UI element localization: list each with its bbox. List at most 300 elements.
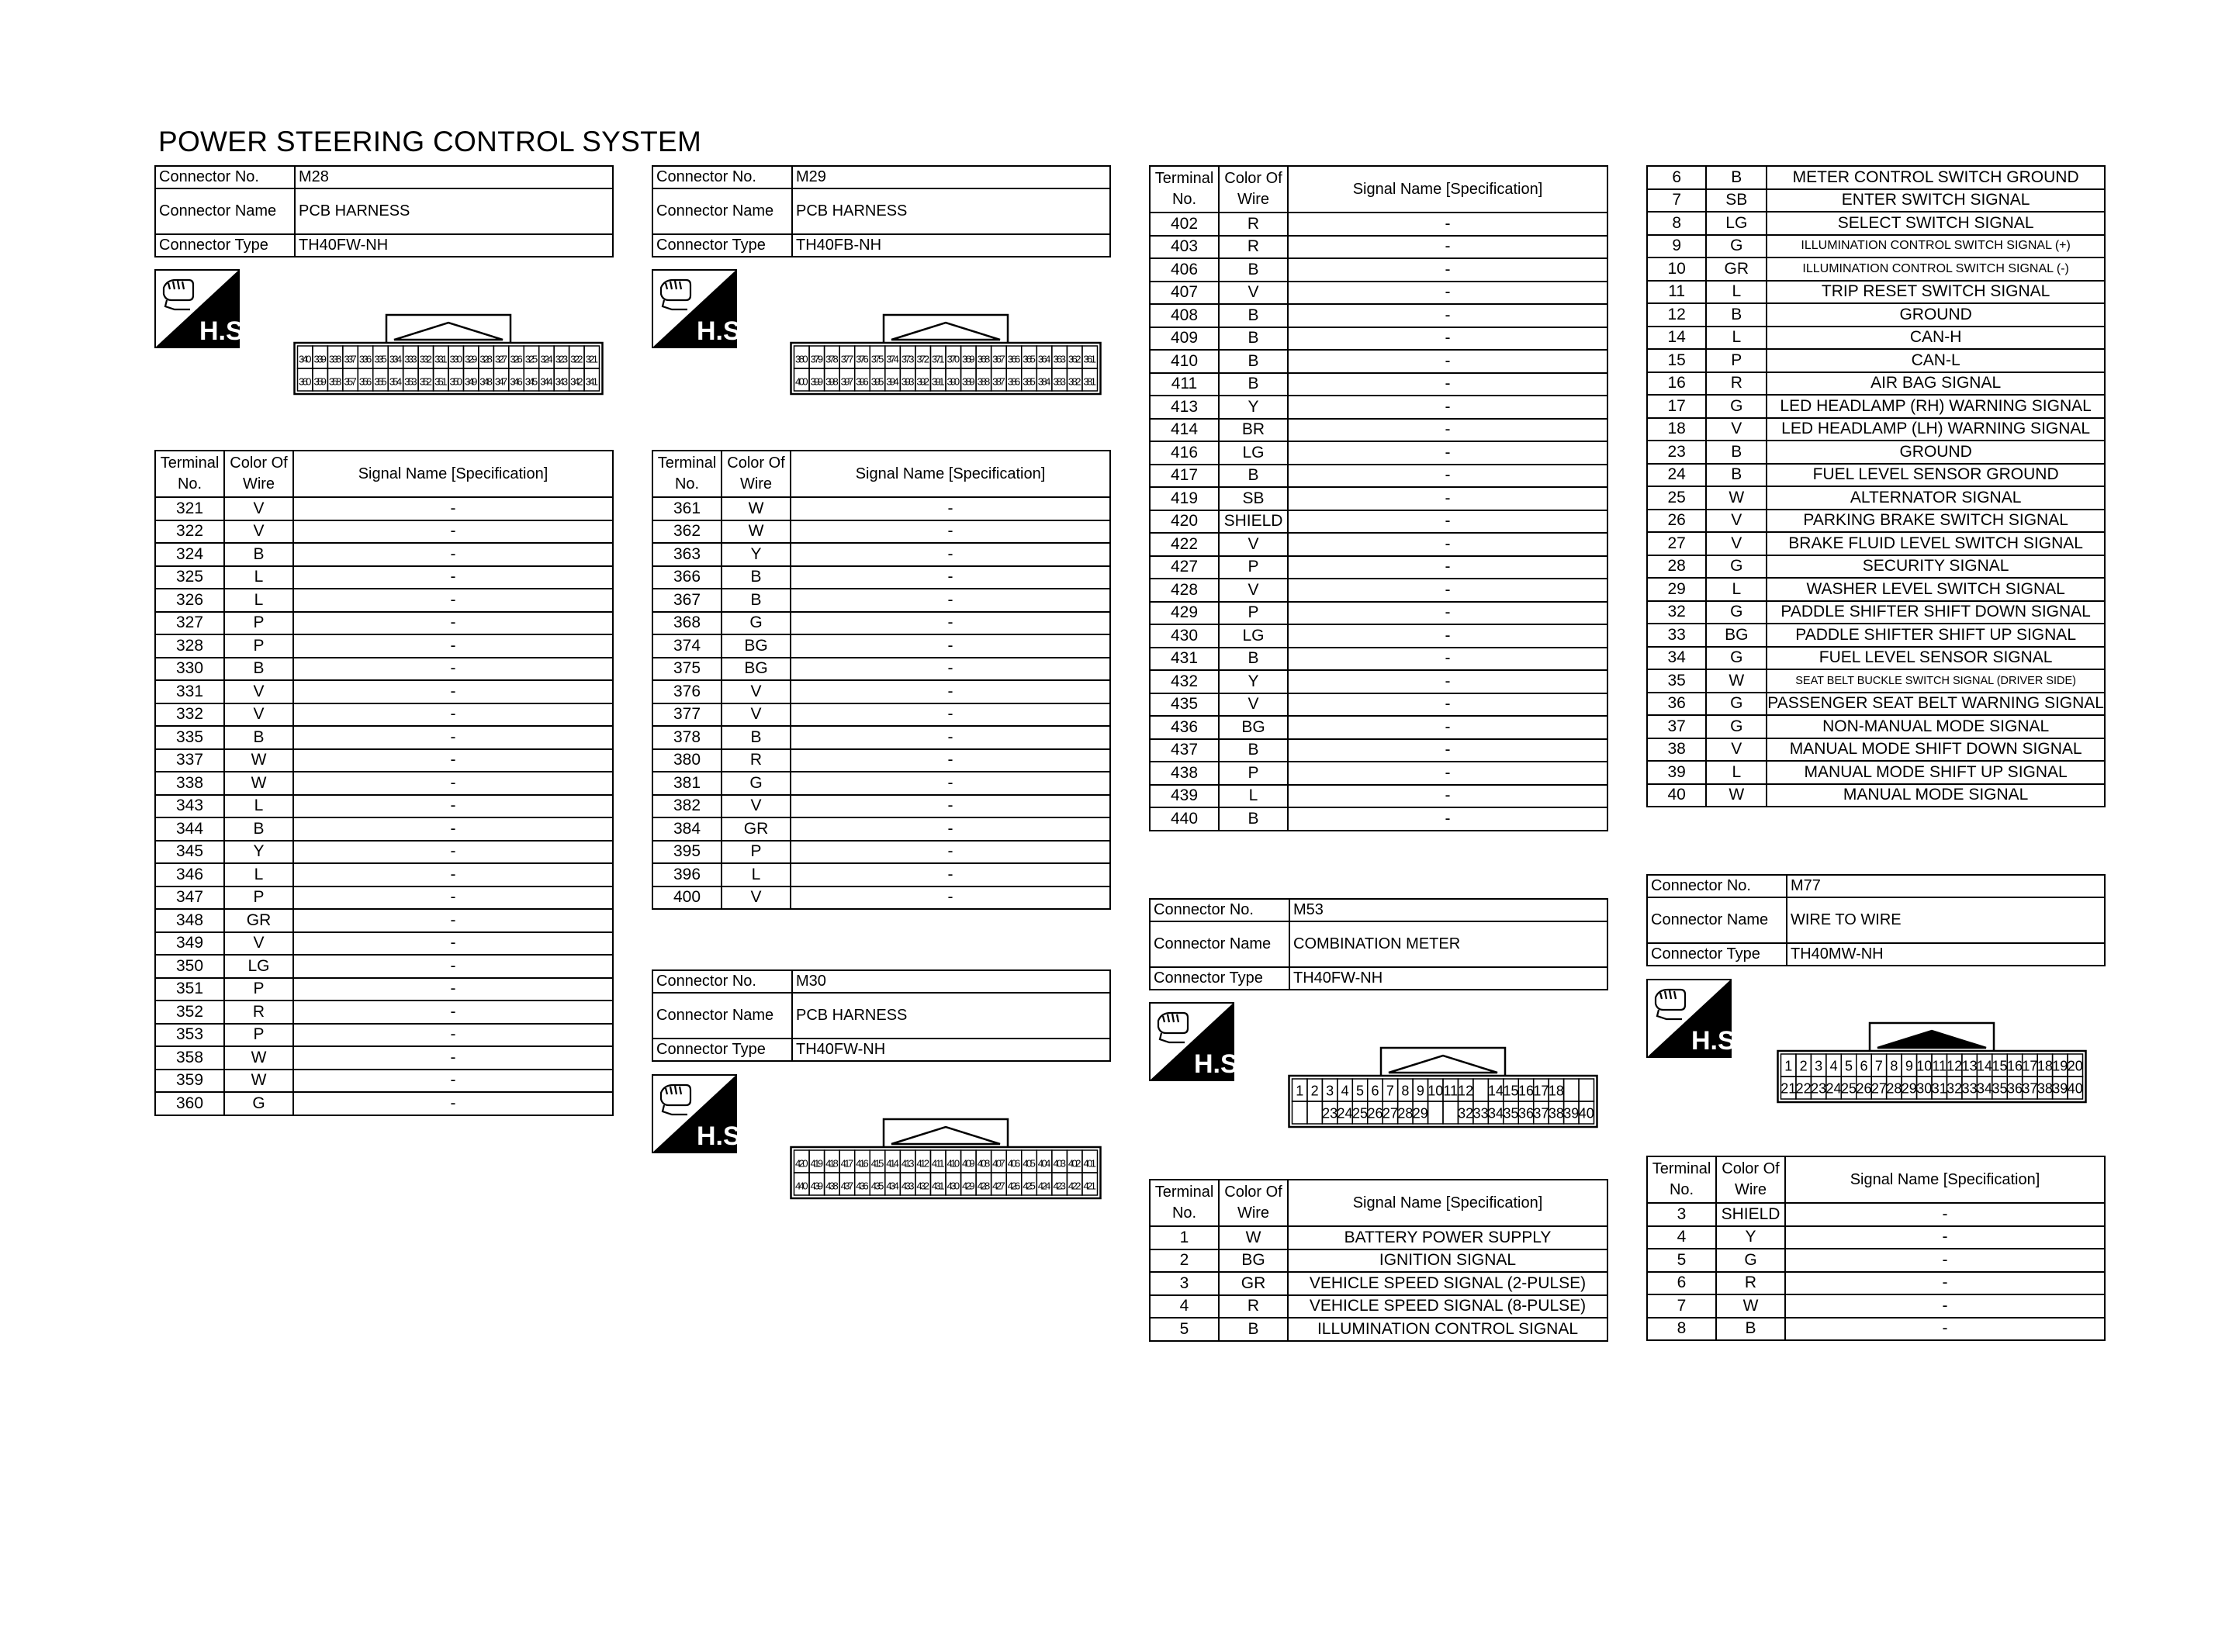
pin-number: 369	[962, 353, 975, 365]
terminal-cell: 6	[1647, 166, 1706, 189]
signal-name-cell: -	[293, 772, 613, 795]
signal-name-cell: IGNITION SIGNAL	[1288, 1249, 1607, 1273]
table-row	[652, 497, 1110, 520]
pin-number: 409	[962, 1157, 975, 1170]
terminal-cell: 25	[1647, 486, 1706, 510]
pin-number: 347	[494, 375, 508, 388]
pin-number: 19	[2052, 1058, 2068, 1074]
table-row	[1647, 693, 2105, 716]
label: Connector Name	[155, 188, 295, 234]
pin-number: 361	[1083, 353, 1097, 365]
pin-number: 34	[1977, 1080, 1993, 1097]
pin-number: 9	[1905, 1058, 1913, 1074]
terminal-cell: 376	[652, 680, 722, 703]
pin-number: 418	[825, 1157, 839, 1170]
signal-name-cell: -	[1288, 556, 1607, 579]
m29-connector-diagram	[790, 310, 1102, 399]
wire-color-cell: BG	[722, 658, 791, 681]
wire-color-cell: L	[224, 863, 293, 886]
connector-type: TH40FW-NH	[792, 1039, 1110, 1061]
connector-type: TH40MW-NH	[1787, 943, 2105, 966]
m29-pin-table	[652, 450, 1111, 910]
signal-name-cell: -	[1785, 1203, 2105, 1226]
table-row	[155, 955, 613, 978]
header-line: Terminal	[657, 454, 717, 472]
table-row	[155, 520, 613, 544]
table-row	[652, 841, 1110, 864]
terminal-cell: 7	[1647, 1294, 1716, 1318]
signal-name-cell: -	[1288, 487, 1607, 510]
pin-number: 27	[1870, 1080, 1887, 1097]
table-row	[1647, 1203, 2105, 1226]
terminal-cell: 23	[1647, 441, 1706, 464]
pin-number: 404	[1037, 1157, 1051, 1170]
pin-number: 10	[1427, 1083, 1444, 1099]
terminal-cell: 36	[1647, 693, 1706, 716]
pin-number: 352	[419, 375, 433, 388]
signal-name-cell: WASHER LEVEL SWITCH SIGNAL	[1767, 578, 2105, 601]
pin-number: 326	[510, 353, 523, 365]
pin-number: 5	[1356, 1083, 1365, 1099]
header-line: Wire	[1237, 191, 1270, 208]
wire-color-cell: P	[1706, 349, 1767, 372]
terminal-cell: 410	[1150, 350, 1219, 373]
table-row	[155, 589, 613, 612]
signal-name-cell: -	[293, 749, 613, 772]
table-row	[155, 909, 613, 932]
pin-number: 433	[901, 1180, 915, 1192]
pin-number: 395	[870, 375, 884, 388]
pin-number: 431	[931, 1180, 945, 1192]
signal-name-cell: GROUND	[1767, 303, 2105, 327]
terminal-cell: 416	[1150, 441, 1219, 465]
pin-number: 398	[825, 375, 839, 388]
table-row	[155, 1070, 613, 1093]
pin-number: 411	[931, 1157, 945, 1170]
table-row	[1150, 1226, 1607, 1249]
pin-number: 14	[1488, 1083, 1504, 1099]
label: Connector Name	[652, 993, 792, 1039]
pin-number: 40	[1578, 1105, 1594, 1121]
terminal-cell: 15	[1647, 349, 1706, 372]
signal-name-cell: -	[293, 863, 613, 886]
signal-name-cell: -	[791, 703, 1110, 727]
pin-number: 15	[1992, 1058, 2008, 1074]
signal-name-cell: ILLUMINATION CONTROL SIGNAL	[1288, 1318, 1607, 1341]
signal-name-cell: -	[293, 1024, 613, 1047]
table-row	[1150, 556, 1607, 579]
pin-number: 368	[977, 353, 991, 365]
pin-number: 7	[1874, 1058, 1883, 1074]
table-row	[155, 978, 613, 1001]
terminal-cell: 438	[1150, 762, 1219, 785]
header-line: No.	[177, 475, 202, 492]
signal-name-cell: -	[1785, 1226, 2105, 1249]
pin-number: 389	[962, 375, 975, 388]
terminal-cell: 33	[1647, 624, 1706, 647]
pin-number: 414	[886, 1157, 899, 1170]
wire-color-cell: P	[1219, 762, 1288, 785]
terminal-cell: 440	[1150, 807, 1219, 831]
pin-number: 38	[2037, 1080, 2053, 1097]
pin-number: 430	[946, 1180, 960, 1192]
signal-name-header: Signal Name [Specification]	[791, 451, 1110, 497]
pin-number: 364	[1037, 353, 1051, 365]
pin-number: 2	[1799, 1058, 1808, 1074]
table-row	[155, 726, 613, 749]
table-row	[155, 566, 613, 589]
connector-name: PCB HARNESS	[295, 188, 613, 234]
wire-color-cell: BG	[1219, 1249, 1288, 1273]
pin-number: 407	[992, 1157, 1005, 1170]
wire-color-cell: LG	[224, 955, 293, 978]
terminal-no-header	[1150, 1180, 1219, 1226]
connector-name: PCB HARNESS	[792, 993, 1110, 1039]
pin-number: 360	[299, 375, 312, 388]
terminal-cell: 338	[155, 772, 224, 795]
table-row	[652, 886, 1110, 910]
table-row	[1150, 785, 1607, 808]
table-row	[1647, 327, 2105, 350]
wire-color-cell: B	[1706, 441, 1767, 464]
table-row	[652, 749, 1110, 772]
table-row	[155, 1001, 613, 1024]
signal-name-cell: -	[1288, 693, 1607, 717]
table-row	[652, 772, 1110, 795]
pin-number: 23	[1811, 1080, 1827, 1097]
header-line: Wire	[242, 475, 275, 492]
m28-connector-info	[154, 165, 614, 257]
terminal-cell: 3	[1647, 1203, 1716, 1226]
signal-name-cell: -	[1288, 282, 1607, 305]
signal-name-cell: -	[293, 612, 613, 635]
pin-number: 330	[449, 353, 462, 365]
pin-number: 38	[1548, 1105, 1564, 1121]
table-row	[155, 680, 613, 703]
pin-number: 387	[992, 375, 1005, 388]
pin-number: 17	[1533, 1083, 1549, 1099]
terminal-cell: 367	[652, 589, 722, 612]
signal-name-cell: -	[1288, 396, 1607, 419]
table-row	[1647, 235, 2105, 258]
connector-key	[891, 1127, 1000, 1144]
pin-number: 35	[1503, 1105, 1519, 1121]
connector-type: TH40FW-NH	[295, 234, 613, 257]
table-row	[1647, 784, 2105, 807]
signal-name-cell: CAN-L	[1767, 349, 2105, 372]
wire-color-cell: P	[224, 886, 293, 910]
wire-color-cell: V	[1219, 579, 1288, 602]
pin-number: 28	[1397, 1105, 1414, 1121]
pin-number: 324	[540, 353, 553, 365]
m30-connector-info	[652, 969, 1111, 1062]
m77-connector-info	[1646, 874, 2106, 966]
pin-number: 4	[1829, 1058, 1838, 1074]
signal-name-header: Signal Name [Specification]	[1288, 166, 1607, 213]
signal-name-cell: -	[1288, 510, 1607, 534]
pin-number: 363	[1053, 353, 1066, 365]
pin-number: 423	[1053, 1180, 1066, 1192]
signal-name-cell: -	[1288, 624, 1607, 648]
connector-hood	[386, 315, 510, 343]
table-row	[1150, 350, 1607, 373]
signal-name-cell: -	[293, 1001, 613, 1024]
wire-color-cell: B	[1219, 807, 1288, 831]
label: Connector No.	[155, 166, 295, 188]
wire-color-cell: L	[1706, 761, 1767, 784]
pin-number: 415	[870, 1157, 884, 1170]
label: Connector Name	[1150, 921, 1289, 967]
wire-color-cell: W	[1706, 486, 1767, 510]
connector-no: M53	[1289, 899, 1607, 921]
pin-number: 366	[1007, 353, 1021, 365]
table-row	[1150, 807, 1607, 831]
signal-name-cell: LED HEADLAMP (LH) WARNING SIGNAL	[1767, 418, 2105, 441]
terminal-cell: 439	[1150, 785, 1219, 808]
pin-number: 370	[946, 353, 960, 365]
pin-number: 362	[1068, 353, 1081, 365]
table-row	[652, 658, 1110, 681]
wire-color-cell: G	[1706, 693, 1767, 716]
terminal-cell: 3	[1150, 1272, 1219, 1295]
pin-number: 402	[1068, 1157, 1081, 1170]
wire-color-cell: B	[1219, 350, 1288, 373]
pin-number: 388	[977, 375, 991, 388]
signal-name-cell: -	[791, 634, 1110, 658]
pin-number: 358	[328, 375, 342, 388]
pin-number: 396	[856, 375, 869, 388]
pin-number: 12	[1947, 1058, 1963, 1074]
terminal-cell: 403	[1150, 236, 1219, 259]
table-row	[1150, 693, 1607, 717]
pin-number: 436	[856, 1180, 869, 1192]
terminal-cell: 14	[1647, 327, 1706, 350]
pin-number: 405	[1023, 1157, 1036, 1170]
pin-number: 355	[374, 375, 387, 388]
connector-name: COMBINATION METER	[1289, 921, 1607, 967]
wire-color-cell: G	[224, 1092, 293, 1115]
wire-color-cell: B	[224, 543, 293, 566]
table-row	[155, 543, 613, 566]
wire-color-cell: B	[722, 726, 791, 749]
wire-color-cell: BG	[1219, 716, 1288, 739]
pin-number: 437	[840, 1180, 854, 1192]
terminal-cell: 381	[652, 772, 722, 795]
signal-name-cell: MANUAL MODE SIGNAL	[1767, 784, 2105, 807]
hand-icon	[1656, 990, 1685, 1019]
pin-number: 385	[1023, 375, 1036, 388]
pin-number: 386	[1007, 375, 1021, 388]
color-of-wire-header	[1219, 1180, 1288, 1226]
terminal-cell: 435	[1150, 693, 1219, 717]
table-row	[652, 634, 1110, 658]
wire-color-cell: R	[1706, 372, 1767, 396]
wire-color-cell: G	[1706, 555, 1767, 579]
connector-type: TH40FW-NH	[1289, 967, 1607, 990]
signal-name-cell: -	[293, 566, 613, 589]
pin-number: 406	[1007, 1157, 1021, 1170]
pin-number: 2	[1310, 1083, 1319, 1099]
wire-color-cell: R	[722, 749, 791, 772]
pin-number: 333	[404, 353, 417, 365]
table-row	[1647, 647, 2105, 670]
terminal-cell: 407	[1150, 282, 1219, 305]
signal-name-cell: -	[293, 886, 613, 910]
wire-color-cell: L	[1706, 327, 1767, 350]
wire-color-cell: V	[1706, 510, 1767, 533]
m77-connector-diagram	[1777, 1018, 2087, 1108]
wire-color-cell: W	[224, 1046, 293, 1070]
table-row	[155, 612, 613, 635]
pin-number: 416	[856, 1157, 869, 1170]
terminal-cell: 345	[155, 841, 224, 864]
terminal-cell: 347	[155, 886, 224, 910]
terminal-cell: 5	[1150, 1318, 1219, 1341]
pin-number: 26	[1856, 1080, 1872, 1097]
pin-number: 432	[916, 1180, 929, 1192]
pin-number: 37	[2022, 1080, 2038, 1097]
table-row	[1647, 555, 2105, 579]
m53-pin-table	[1149, 1179, 1608, 1342]
pin-number: 380	[794, 353, 808, 365]
signal-name-cell: -	[1288, 350, 1607, 373]
table-row	[1647, 761, 2105, 784]
signal-name-cell: LED HEADLAMP (RH) WARNING SIGNAL	[1767, 395, 2105, 418]
pin-number: 438	[825, 1180, 839, 1192]
table-row	[652, 566, 1110, 589]
terminal-cell: 12	[1647, 303, 1706, 327]
terminal-cell: 377	[652, 703, 722, 727]
pin-number: 383	[1053, 375, 1066, 388]
table-row	[652, 612, 1110, 635]
signal-name-cell: ILLUMINATION CONTROL SWITCH SIGNAL (-)	[1767, 257, 2105, 281]
terminal-cell: 422	[1150, 533, 1219, 556]
signal-name-cell: -	[293, 726, 613, 749]
signal-name-cell: -	[1288, 465, 1607, 488]
table-row	[1647, 281, 2105, 304]
pin-number: 365	[1023, 353, 1036, 365]
table-row	[1647, 441, 2105, 464]
pin-number: 3	[1815, 1058, 1823, 1074]
wire-color-cell: V	[722, 795, 791, 818]
pin-number: 39	[1563, 1105, 1580, 1121]
signal-name-cell: -	[1288, 785, 1607, 808]
terminal-cell: 406	[1150, 258, 1219, 282]
pin-number: 428	[977, 1180, 991, 1192]
pin-number: 336	[358, 353, 372, 365]
signal-name-header: Signal Name [Specification]	[1288, 1180, 1607, 1226]
pin-number: 353	[404, 375, 417, 388]
wire-color-cell: V	[224, 520, 293, 544]
pin-number: 35	[1992, 1080, 2008, 1097]
connector-key	[394, 323, 503, 340]
wire-color-cell: V	[722, 703, 791, 727]
signal-name-cell: -	[1288, 762, 1607, 785]
pin-number: 328	[479, 353, 493, 365]
terminal-cell: 335	[155, 726, 224, 749]
terminal-cell: 366	[652, 566, 722, 589]
wire-color-cell: GR	[1706, 257, 1767, 281]
header-line: Color Of	[1224, 170, 1282, 187]
table-row	[652, 703, 1110, 727]
terminal-cell: 39	[1647, 761, 1706, 784]
table-row	[155, 1092, 613, 1115]
header-line: No.	[1171, 1204, 1197, 1222]
color-of-wire-header	[224, 451, 293, 497]
terminal-cell: 395	[652, 841, 722, 864]
pin-number: 39	[2052, 1080, 2068, 1097]
wire-color-cell: B	[1219, 1318, 1288, 1341]
pin-number: 420	[794, 1157, 808, 1170]
table-row	[1150, 670, 1607, 693]
table-row	[1150, 441, 1607, 465]
table-row	[155, 817, 613, 841]
header-line: Color Of	[230, 454, 288, 472]
terminal-cell: 350	[155, 955, 224, 978]
table-row	[1647, 372, 2105, 396]
table-row	[652, 589, 1110, 612]
terminal-cell: 6	[1647, 1272, 1716, 1295]
signal-name-cell: -	[1288, 807, 1607, 831]
signal-name-cell: -	[293, 1070, 613, 1093]
label: Connector No.	[652, 970, 792, 993]
signal-name-cell: -	[1288, 739, 1607, 762]
signal-name-cell: MANUAL MODE SHIFT UP SIGNAL	[1767, 761, 2105, 784]
label: Connector Type	[1150, 967, 1289, 990]
signal-name-cell: FUEL LEVEL SENSOR SIGNAL	[1767, 647, 2105, 670]
signal-name-cell: GROUND	[1767, 441, 2105, 464]
wire-color-cell: W	[1706, 784, 1767, 807]
terminal-cell: 344	[155, 817, 224, 841]
hand-icon	[661, 1085, 690, 1115]
signal-name-cell: -	[791, 543, 1110, 566]
pin-number: 16	[1517, 1083, 1534, 1099]
table-row	[1647, 486, 2105, 510]
pin-number: 25	[1841, 1080, 1857, 1097]
terminal-cell: 382	[652, 795, 722, 818]
pin-number: 349	[464, 375, 478, 388]
pin-number: 373	[901, 353, 915, 365]
terminal-cell: 348	[155, 909, 224, 932]
terminal-cell: 4	[1647, 1226, 1716, 1249]
table-row	[1647, 395, 2105, 418]
wire-color-cell: BG	[722, 634, 791, 658]
signal-name-cell: -	[293, 543, 613, 566]
table-row	[1150, 602, 1607, 625]
label: Connector Type	[652, 234, 792, 257]
wire-color-cell: L	[224, 795, 293, 818]
table-row	[155, 886, 613, 910]
pin-number: 323	[555, 353, 569, 365]
signal-name-header: Signal Name [Specification]	[1785, 1156, 2105, 1203]
pin-number: 16	[2006, 1058, 2023, 1074]
header-line: Wire	[739, 475, 773, 492]
terminal-cell: 408	[1150, 304, 1219, 327]
terminal-cell: 380	[652, 749, 722, 772]
terminal-cell: 343	[155, 795, 224, 818]
wire-color-cell: G	[1716, 1249, 1785, 1272]
connector-no: M30	[792, 970, 1110, 993]
wire-color-cell: B	[1219, 648, 1288, 671]
pin-number: 327	[494, 353, 508, 365]
table-row	[1647, 257, 2105, 281]
pin-number: 419	[810, 1157, 824, 1170]
pin-number: 11	[1443, 1083, 1459, 1099]
pin-number: 1	[1296, 1083, 1304, 1099]
signal-name-cell: -	[791, 658, 1110, 681]
table-row	[1150, 213, 1607, 236]
table-row	[1647, 1249, 2105, 1272]
